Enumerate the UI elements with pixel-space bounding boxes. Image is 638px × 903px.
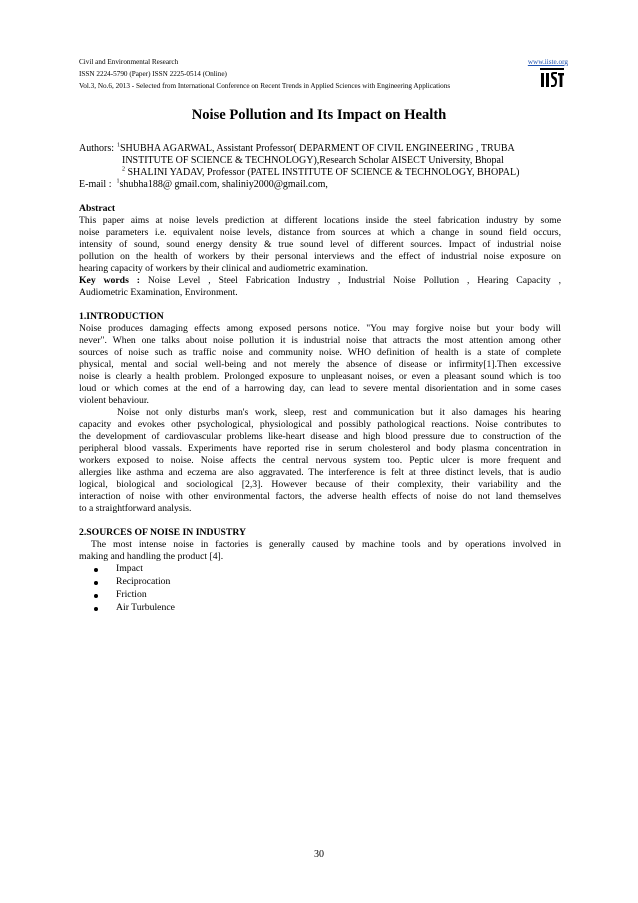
abstract-line: pollution on the health of workers by their personal interviews and the effect of industrial noise exposure on <box>79 251 561 262</box>
keywords-text: Noise Level , Steel Fabrication Industry , Industrial Noise Pollution , Hearing Capacity , <box>147 275 561 286</box>
intro-line: peripheral blood vassals. Experiments have reported rise in serum cholesterol and body plasma concentration in <box>79 443 561 454</box>
intro-line: the development of cardiovascular problems like-heart disease and high blood pressure due to construction of the <box>79 431 561 442</box>
intro-line: workers exposed to noise. Noise affects the central nervous system too. Peptic ulcer is more frequent and <box>79 455 561 466</box>
list-item: Impact <box>116 563 143 574</box>
author-1-affiliation: INSTITUTE OF SCIENCE & TECHNOLOGY),Research Scholar AISECT University, Bhopal <box>122 155 504 166</box>
intro-line: noise is clearly a health problem. Prolonged exposure to unpleasant noises, or even a pleasant sound which is too <box>79 371 561 382</box>
email-line <box>79 179 328 191</box>
abstract-heading: Abstract <box>79 203 116 214</box>
affiliation-sup: 2 <box>122 166 125 173</box>
intro-line: logical, biological and sociological [2,3]. However because of their complexity, their variability and the <box>79 479 561 490</box>
list-item: Air Turbulence <box>116 602 175 613</box>
issn-line: ISSN 2224-5790 (Paper) ISSN 2225-0514 (Online) <box>79 70 227 78</box>
journal-url-link[interactable]: www.iiste.org <box>527 58 568 66</box>
author-2-text: SHALINI YADAV, Professor (PATEL INSTITUTE OF SCIENCE & TECHNOLOGY, BHOPAL) <box>127 167 520 178</box>
list-item: Reciprocation <box>116 576 171 587</box>
bullet-icon <box>94 594 98 598</box>
keywords-label: Key words : <box>79 275 140 286</box>
email-label: E-mail : <box>79 179 112 190</box>
bullet-icon <box>94 607 98 611</box>
intro-line: sources of noise such as traffic noise and community noise. WHO definition of health is a state of complete <box>79 347 561 358</box>
sources-heading: 2.SOURCES OF NOISE IN INDUSTRY <box>79 527 246 538</box>
intro-line: interaction of noise with other environmental factors, the adverse health effects of noise do not land themselves <box>79 491 561 502</box>
abstract-line: noise parameters i.e. equivalent noise levels, distance from sources at which a change in sound field occurs, <box>79 227 561 238</box>
author-1-line <box>117 143 515 155</box>
list-item: Friction <box>116 589 147 600</box>
page-number: 30 <box>314 849 324 860</box>
paper-title: Noise Pollution and Its Impact on Health <box>191 107 447 123</box>
sources-line: The most intense noise in factories is generally caused by machine tools and by operations involved in <box>91 539 561 550</box>
intro-line: capacity and evokes other psychological, physiological and possibly pathological reactions. Noise contributes to <box>79 419 561 430</box>
intro-line: loud or which comes at the end of a harrowing day, can lead to severe mental disorientation and in some cases <box>79 383 561 394</box>
intro-line: Noise produces damaging effects among exposed persons notice. "You may forgive noise but your body will <box>79 323 561 334</box>
email-addresses: shubha188@ gmail.com, shaliniy2000@gmail.com, <box>119 179 328 190</box>
abstract-line: hearing capacity of workers by their clinical and audiometric examination. <box>79 263 368 274</box>
intro-heading: 1.INTRODUCTION <box>79 311 164 322</box>
author-1-text: SHUBHA AGARWAL, Assistant Professor( DEPARMENT OF CIVIL ENGINEERING , TRUBA <box>120 143 515 154</box>
authors-label: Authors: <box>79 143 114 154</box>
intro-line: allergies like asthma and eczema are also aggravated. The interference is felt at three distinct levels, that is audio <box>79 467 561 478</box>
bullet-icon <box>94 581 98 585</box>
keywords-line-2: Audiometric Examination, Environment. <box>79 287 238 298</box>
author-2-line <box>122 167 519 179</box>
intro-line: to a straightforward analysis. <box>79 503 192 514</box>
affiliation-sup: 1 <box>117 142 120 149</box>
iiste-logo-icon <box>538 66 566 90</box>
intro-line: Noise not only disturbs man's work, sleep, rest and communication but it also damages his hearing <box>117 407 561 418</box>
intro-line: physical, mental and social well-being and not merely the absence of disease or infirmity[1].Then excessive <box>79 359 561 370</box>
sources-line: making and handling the product [4]. <box>79 551 224 562</box>
journal-name: Civil and Environmental Research <box>79 58 179 66</box>
email-sup: 1 <box>116 178 120 185</box>
intro-line: never". When one talks about noise pollution it is industrial noise that attracts the most attention among other <box>79 335 561 346</box>
abstract-line: intensity of sound, sound energy density & true sound level of different sources. Impact of industrial noise <box>79 239 561 250</box>
volume-line: Vol.3, No.6, 2013 - Selected from International Conference on Recent Trends in Applied Sciences with Engineering Applications <box>79 82 451 90</box>
keywords-line <box>79 275 561 287</box>
abstract-line: This paper aims at noise levels prediction at different locations inside the steel fabrication industry by some <box>79 215 561 226</box>
bullet-icon <box>94 568 98 572</box>
intro-line: violent behaviour. <box>79 395 149 406</box>
